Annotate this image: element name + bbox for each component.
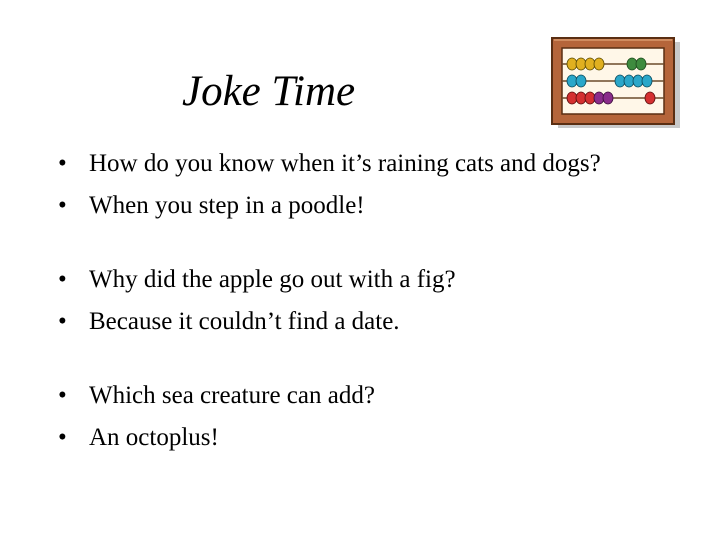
- joke-1-question-text: How do you know when it’s raining cats and dogs?: [89, 150, 601, 177]
- bullet-glyph: •: [58, 308, 67, 335]
- joke-1-answer: [58, 190, 678, 222]
- bullet-glyph: •: [58, 150, 67, 177]
- abacus-icon: [550, 36, 684, 132]
- joke-1-question: [58, 148, 678, 180]
- joke-3-answer-text: An octoplus!: [89, 424, 219, 451]
- bullet-glyph: •: [58, 382, 67, 409]
- joke-list: [58, 148, 678, 464]
- slide-title: Joke Time: [182, 68, 356, 115]
- bullet-glyph: •: [58, 424, 67, 451]
- joke-2-question-text: Why did the apple go out with a fig?: [89, 266, 456, 293]
- joke-1-answer-text: When you step in a poodle!: [89, 192, 365, 219]
- joke-2-answer: [58, 306, 678, 338]
- joke-3-question: [58, 380, 678, 412]
- joke-3-question-text: Which sea creature can add?: [89, 382, 375, 409]
- joke-3-answer: [58, 422, 678, 454]
- bullet-glyph: •: [58, 192, 67, 219]
- joke-2-question: [58, 264, 678, 296]
- bullet-glyph: •: [58, 266, 67, 293]
- joke-2-answer-text: Because it couldn’t find a date.: [89, 308, 400, 335]
